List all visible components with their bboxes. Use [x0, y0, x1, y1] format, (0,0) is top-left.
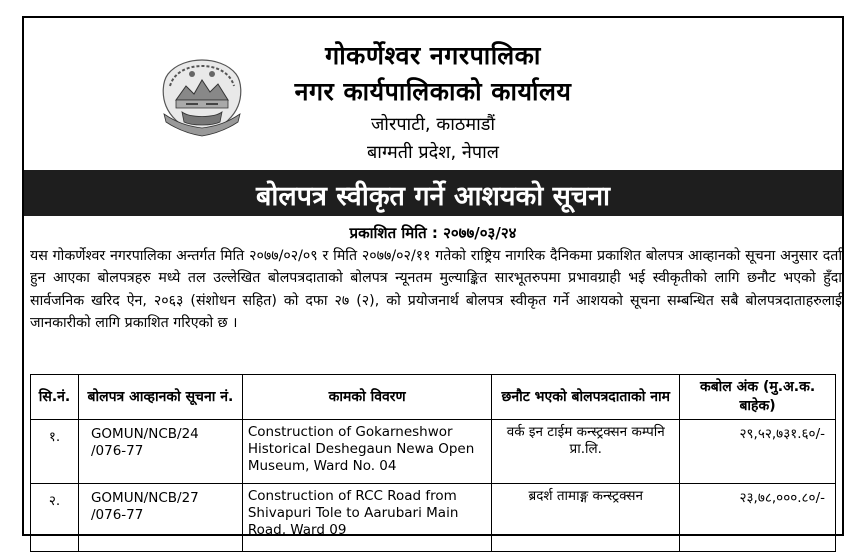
row-bidder: ब्रदर्श तामाङ्ग कन्स्ट्रक्सन	[492, 484, 680, 552]
row-work: Construction of Gokarneshwor Historical Deshegaun Newa Open Museum, Ward No. 04	[242, 420, 492, 484]
row-amount: २३,७८,०००.८०/-	[680, 484, 836, 552]
row-work: Construction of RCC Road from Shivapuri Tole to Aarubari Main Road, Ward 09	[242, 484, 492, 552]
office-address: जोरपाटी, काठमाडौं	[370, 114, 496, 135]
table-row	[31, 420, 836, 484]
bid-table	[30, 374, 836, 552]
notice-paragraph: यस गोकर्णेश्वर नगरपालिका अन्तर्गत मिति २०७७/०२/०९ र मिति २०७७/०२/११ गतेको राष्ट्रिय नागरिक दैनिकमा प्रकाशित बोलपत्र आव्हानको सूचना अनुसार दर्ता हुन आएका बोलपत्रहरु मध्ये तल उल्लेखित बोलपत्रदाताको बोलपत्र न्यूनतम मुल्याङ्कित सारभूतरुपमा प्रभावग्राही भई स्वीकृतीको लागि छनौट भएको हुँदा सार्वजनिक खरिद ऐन, २०६३ (संशोधन सहित) को दफा २७ (२), को प्रयोजनार्थ बोलपत्र स्वीकृत गर्ने आशयको सूचना सम्बन्धित सबै बोलपत्रदाताहरुलाई जानकारीको लागि प्रकाशित गरिएको छ ।	[30, 248, 842, 331]
header-amount: कबोल अंक (मु.अ.क. बाहेक)	[680, 375, 836, 420]
notice-title-banner	[24, 170, 842, 216]
table-row	[31, 484, 836, 552]
notice-title: बोलपत्र स्वीकृत गर्ने आशयको सूचना	[255, 181, 611, 212]
row-bidder: वर्क इन टाईम कन्स्ट्रक्सन कम्पनि प्रा.लि.	[492, 420, 680, 484]
office-province: बाग्मती प्रदेश, नेपाल	[367, 142, 499, 163]
row-sn: १.	[31, 420, 79, 484]
header-work: कामको विवरण	[242, 375, 492, 420]
header-bidder: छनौट भएको बोलपत्रदाताको नाम	[492, 375, 680, 420]
table-header-row	[31, 375, 836, 420]
row-amount: २९,५२,७३१.६०/-	[680, 420, 836, 484]
notice-document	[22, 16, 844, 536]
header-notice-no: बोलपत्र आव्हानको सूचना नं.	[78, 375, 242, 420]
header-sn: सि.नं.	[31, 375, 79, 420]
row-notice-no: GOMUN/NCB/27 /076-77	[78, 484, 242, 552]
published-date: प्रकाशित मिति : २०७७/०३/२४	[349, 224, 517, 242]
office-name: नगर कार्यपालिकाको कार्यालय	[294, 77, 572, 106]
row-sn: २.	[31, 484, 79, 552]
municipality-name: गोकर्णेश्वर नगरपालिका	[325, 41, 541, 70]
row-notice-no: GOMUN/NCB/24 /076-77	[78, 420, 242, 484]
